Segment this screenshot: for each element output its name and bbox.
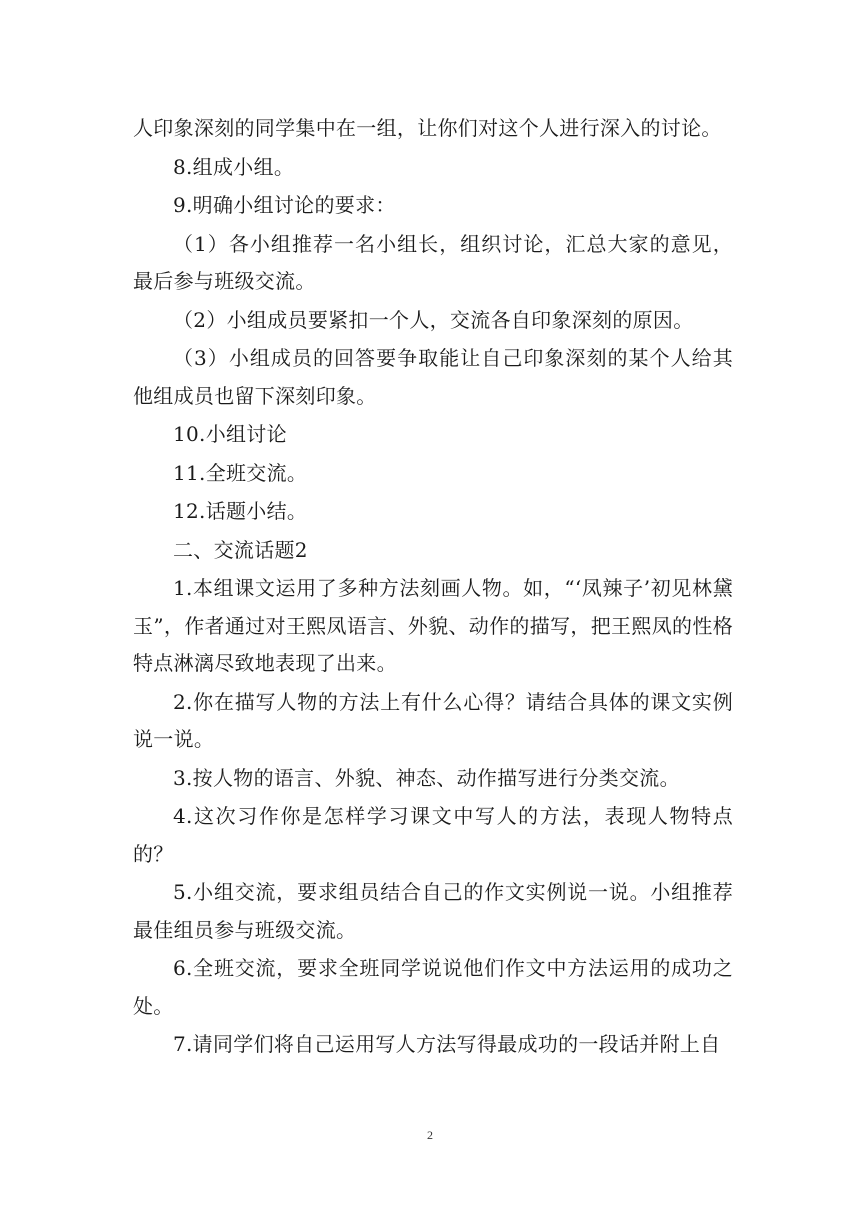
paragraph: 5.小组交流，要求组员结合自己的作文实例说一说。小组推荐最佳组员参与班级交流。 [133, 880, 733, 942]
paragraph: （2）小组成员要紧扣一个人，交流各自印象深刻的原因。 [173, 307, 694, 332]
page-number: 2 [427, 1128, 433, 1142]
paragraph: 8.组成小组。 [173, 154, 295, 179]
paragraph: 2.你在描写人物的方法上有什么心得？请结合具体的课文实例说一说。 [133, 689, 733, 751]
paragraph: 12.话题小结。 [173, 499, 308, 523]
paragraph: 7.请同学们将自己运用写人方法写得最成功的一段话并附上自 [173, 1032, 721, 1056]
paragraph: 6.全班交流，要求全班同学说说他们作文中方法运用的成功之处。 [133, 956, 733, 1018]
paragraph: 10.小组讨论 [173, 422, 287, 446]
section-heading: 二、交流话题2 [173, 537, 308, 562]
paragraph: 11.全班交流。 [173, 460, 308, 485]
paragraph: （1）各小组推荐一名小组长，组织讨论，汇总大家的意见，最后参与班级交流。 [133, 231, 733, 293]
paragraph: 4.这次习作你是怎样学习课文中写人的方法，表现人物特点的？ [133, 804, 733, 866]
paragraph: （3）小组成员的回答要争取能让自己印象深刻的某个人给其他组成员也留下深刻印象。 [133, 346, 733, 408]
paragraph: 人印象深刻的同学集中在一组，让你们对这个人进行深入的讨论。 [133, 116, 722, 140]
paragraph: 9.明确小组讨论的要求： [173, 193, 396, 217]
paragraph: 1.本组课文运用了多种方法刻画人物。如，“‘凤辣子’初见林黛玉”，作者通过对王熙凤语言、外貌、动作的描写，把王熙凤的性格特点淋漓尽致地表现了出来。 [133, 576, 733, 675]
document-body [133, 110, 733, 1065]
paragraph: 3.按人物的语言、外貌、神态、动作描写进行分类交流。 [173, 765, 680, 790]
